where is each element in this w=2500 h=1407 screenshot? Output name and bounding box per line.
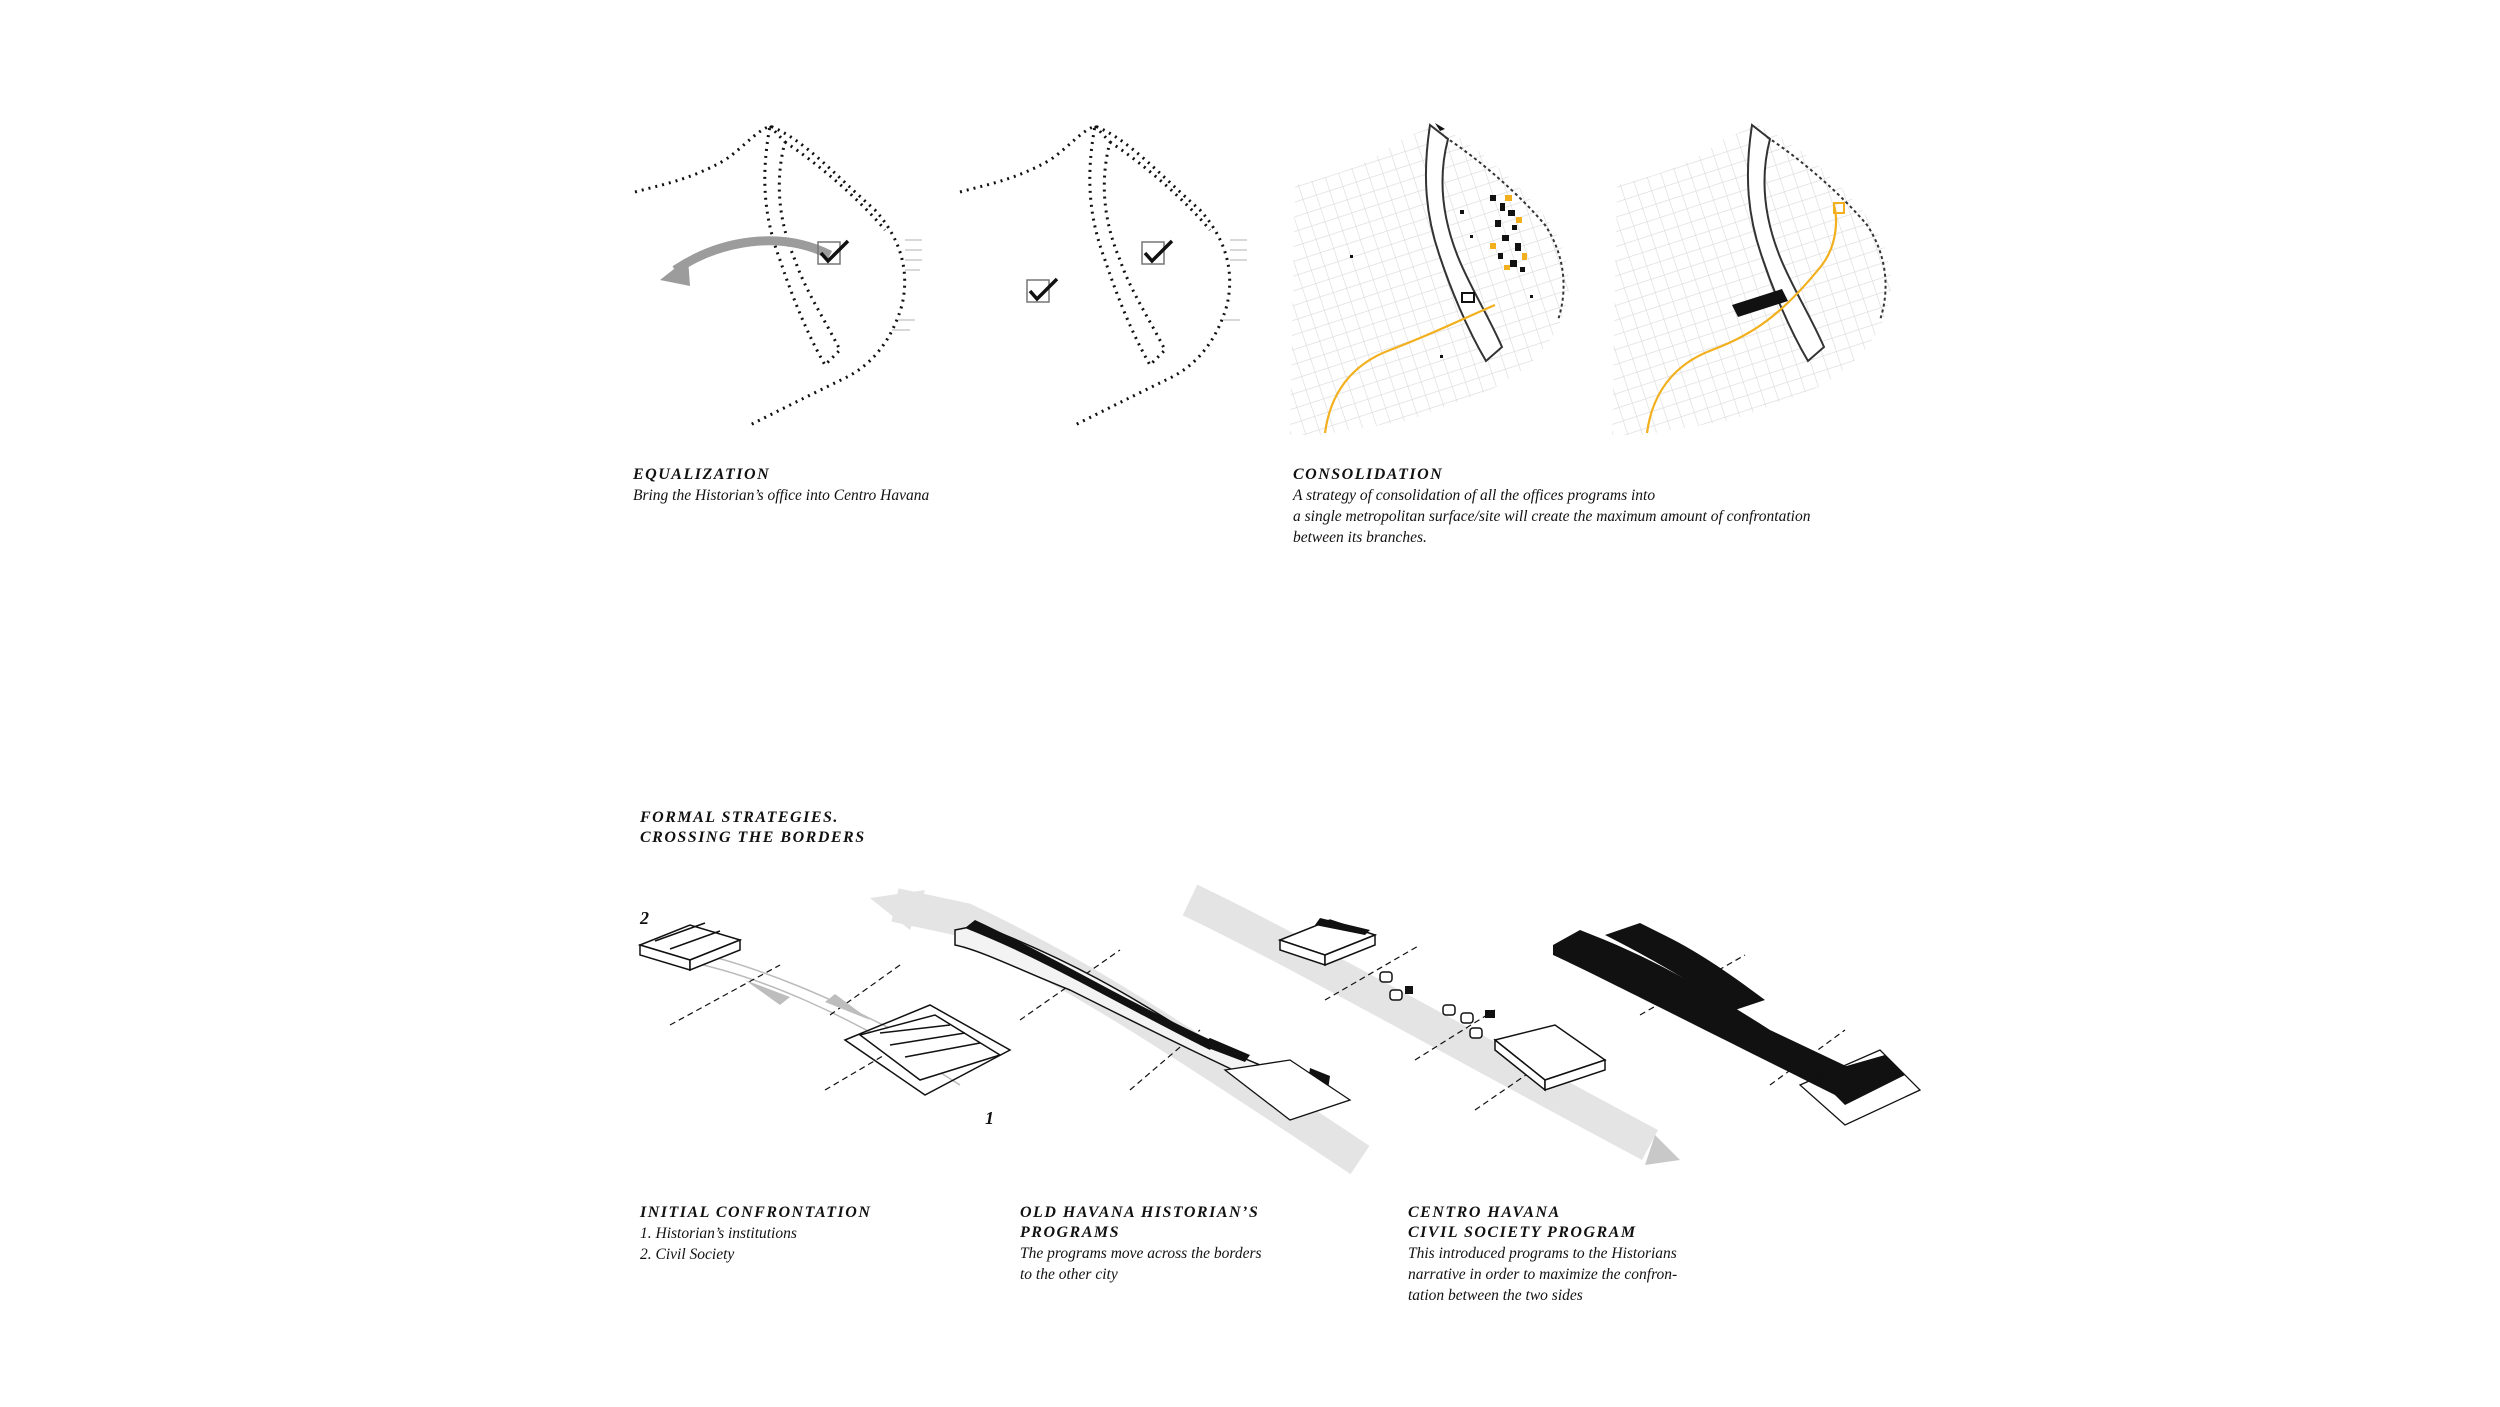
pier-lines <box>892 240 922 330</box>
caption-line: between its branches. <box>1293 529 1427 546</box>
check-mark-icon <box>1030 279 1057 299</box>
caption-line: Bring the Historian’s office into Centro Havana <box>633 487 930 504</box>
check-mark-icon <box>1145 241 1172 261</box>
caption-line: a single metropolitan surface/site will create the maximum amount of confrontation <box>1293 508 1811 525</box>
caption-line: This introduced programs to the Historians <box>1408 1245 1677 1262</box>
caption-consolidation <box>1293 465 1810 548</box>
label-one: 1 <box>985 1108 994 1128</box>
caption-title: OLD HAVANA HISTORIAN’S <box>1020 1204 1260 1221</box>
caption-line: The programs move across the borders <box>1020 1245 1262 1262</box>
city-boundary <box>960 126 1230 425</box>
caption-centro-havana <box>1408 1203 1677 1306</box>
wall-strip <box>1090 126 1165 365</box>
map-consolidation-site <box>1612 115 1912 435</box>
caption-title: PROGRAMS <box>1020 1224 1121 1241</box>
caption-title: CENTRO HAVANA <box>1408 1204 1561 1221</box>
caption-title: CONSOLIDATION <box>1293 466 1444 483</box>
east-boundary <box>785 142 885 230</box>
caption-initial-confrontation <box>640 1203 871 1265</box>
block-civil-society <box>640 923 740 970</box>
caption-line: narrative in order to maximize the confron- <box>1408 1266 1678 1283</box>
caption-title: CROSSING THE BORDERS <box>640 829 866 846</box>
caption-line: 1. Historian’s institutions <box>640 1225 797 1242</box>
grey-arrow-icon <box>825 994 870 1020</box>
map-consolidation-scatter <box>1290 115 1590 435</box>
label-two: 2 <box>640 908 649 928</box>
axo-consolidated-form <box>1545 905 1920 1165</box>
grey-arrow-head <box>660 258 690 286</box>
caption-line: tation between the two sides <box>1408 1287 1583 1304</box>
map-equalization-arrow <box>630 120 930 430</box>
caption-line: to the other city <box>1020 1266 1118 1283</box>
caption-title: CIVIL SOCIETY PROGRAM <box>1408 1224 1637 1241</box>
caption-title: INITIAL CONFRONTATION <box>640 1204 872 1221</box>
caption-formal-strategies <box>640 808 866 848</box>
caption-title: FORMAL STRATEGIES. <box>640 809 839 826</box>
grey-arrow-icon <box>745 980 790 1005</box>
grey-curved-arrow <box>675 241 830 270</box>
caption-line: 2. Civil Society <box>640 1246 735 1263</box>
east-boundary <box>1110 142 1210 230</box>
caption-line: A strategy of consolidation of all the offices programs into <box>1293 487 1656 504</box>
caption-equalization <box>633 465 929 506</box>
caption-title: EQUALIZATION <box>633 466 771 483</box>
caption-old-havana <box>1020 1203 1262 1285</box>
map-equalization-result <box>955 120 1255 430</box>
